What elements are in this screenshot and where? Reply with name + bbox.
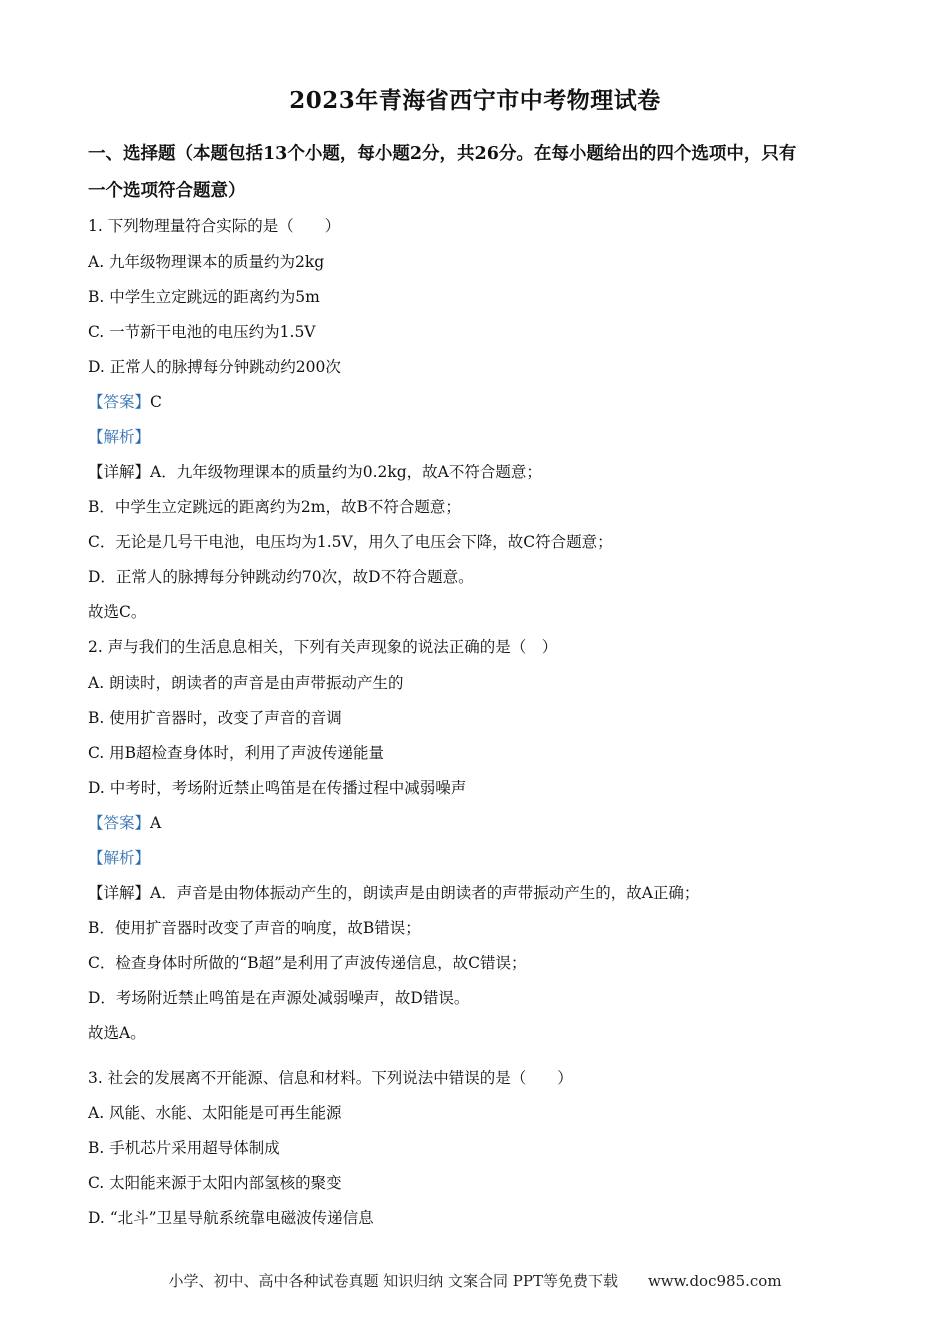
question-2-detail-d: D．考场附近禁止鸣笛是在声源处减弱噪声，故D错误。 [88,989,470,1007]
question-1-option-b: B. 中学生立定跳远的距离约为5m [88,288,320,306]
question-1-stem: 1. 下列物理量符合实际的是（ ） [88,217,341,235]
detail-tag: 【详解】 [88,463,151,481]
question-2-detail-c: C．检查身体时所做的“B超”是利用了声波传递信息，故C错误； [88,954,527,972]
question-2-analysis [88,846,150,868]
question-3-option-c: C. 太阳能来源于太阳内部氢核的聚变 [88,1174,342,1192]
question-1-option-c: C. 一节新干电池的电压约为1.5V [88,323,316,341]
question-3-option-a: A. 风能、水能、太阳能是可再生能源 [88,1104,342,1122]
answer-tag: 【答案】 [88,814,151,832]
section-heading-line1: 一、选择题（本题包括13个小题，每小题2分，共26分。在每小题给出的四个选项中，只有 [88,144,797,164]
question-2-option-d: D. 中考时，考场附近禁止鸣笛是在传播过程中减弱噪声 [88,779,467,797]
detail-text: A．声音是由物体振动产生的，朗读声是由朗读者的声带振动产生的，故A正确； [150,884,700,902]
question-2-conclusion: 故选A。 [88,1024,146,1042]
question-2-option-a: A. 朗读时，朗读者的声音是由声带振动产生的 [88,674,404,692]
question-3-stem: 3. 社会的发展离不开能源、信息和材料。下列说法中错误的是（ ） [88,1069,573,1087]
question-1-option-d: D. 正常人的脉搏每分钟跳动约200次 [88,358,341,376]
question-2-stem: 2. 声与我们的生活息息相关，下列有关声现象的说法正确的是（ ） [88,638,558,656]
question-1-analysis [88,425,150,447]
question-2-detail-a [88,881,699,903]
question-2-detail-b: B．使用扩音器时改变了声音的响度，故B错误； [88,919,421,937]
question-1-conclusion: 故选C。 [88,603,147,621]
answer-value: C [150,393,162,411]
page-footer: 小学、初中、高中各种试卷真题 知识归纳 文案合同 PPT等免费下载 www.doc985.com [168,1272,782,1290]
question-1-detail-b: B．中学生立定跳远的距离约为2m，故B不符合题意； [88,498,461,516]
question-1-detail-c: C．无论是几号干电池，电压均为1.5V，用久了电压会下降，故C符合题意； [88,533,613,551]
question-1-detail-d: D．正常人的脉搏每分钟跳动约70次，故D不符合题意。 [88,568,474,586]
detail-tag: 【详解】 [88,884,151,902]
question-2-answer [88,811,161,833]
question-2-option-c: C. 用B超检查身体时，利用了声波传递能量 [88,744,385,762]
question-1-option-a: A. 九年级物理课本的质量约为2kg [88,253,325,271]
question-1-detail-a [88,460,542,482]
section-heading-line2: 一个选项符合题意） [88,181,246,201]
answer-value: A [150,814,162,832]
detail-text: A．九年级物理课本的质量约为0.2kg，故A不符合题意； [150,463,542,481]
analysis-tag: 【解析】 [88,849,151,867]
question-3-option-b: B. 手机芯片采用超导体制成 [88,1139,280,1157]
analysis-tag: 【解析】 [88,428,151,446]
question-1-answer [88,390,162,412]
page-title: 2023年青海省西宁市中考物理试卷 [289,87,661,114]
answer-tag: 【答案】 [88,393,151,411]
question-2-option-b: B. 使用扩音器时，改变了声音的音调 [88,709,342,727]
question-3-option-d: D. “北斗”卫星导航系统靠电磁波传递信息 [88,1209,374,1227]
